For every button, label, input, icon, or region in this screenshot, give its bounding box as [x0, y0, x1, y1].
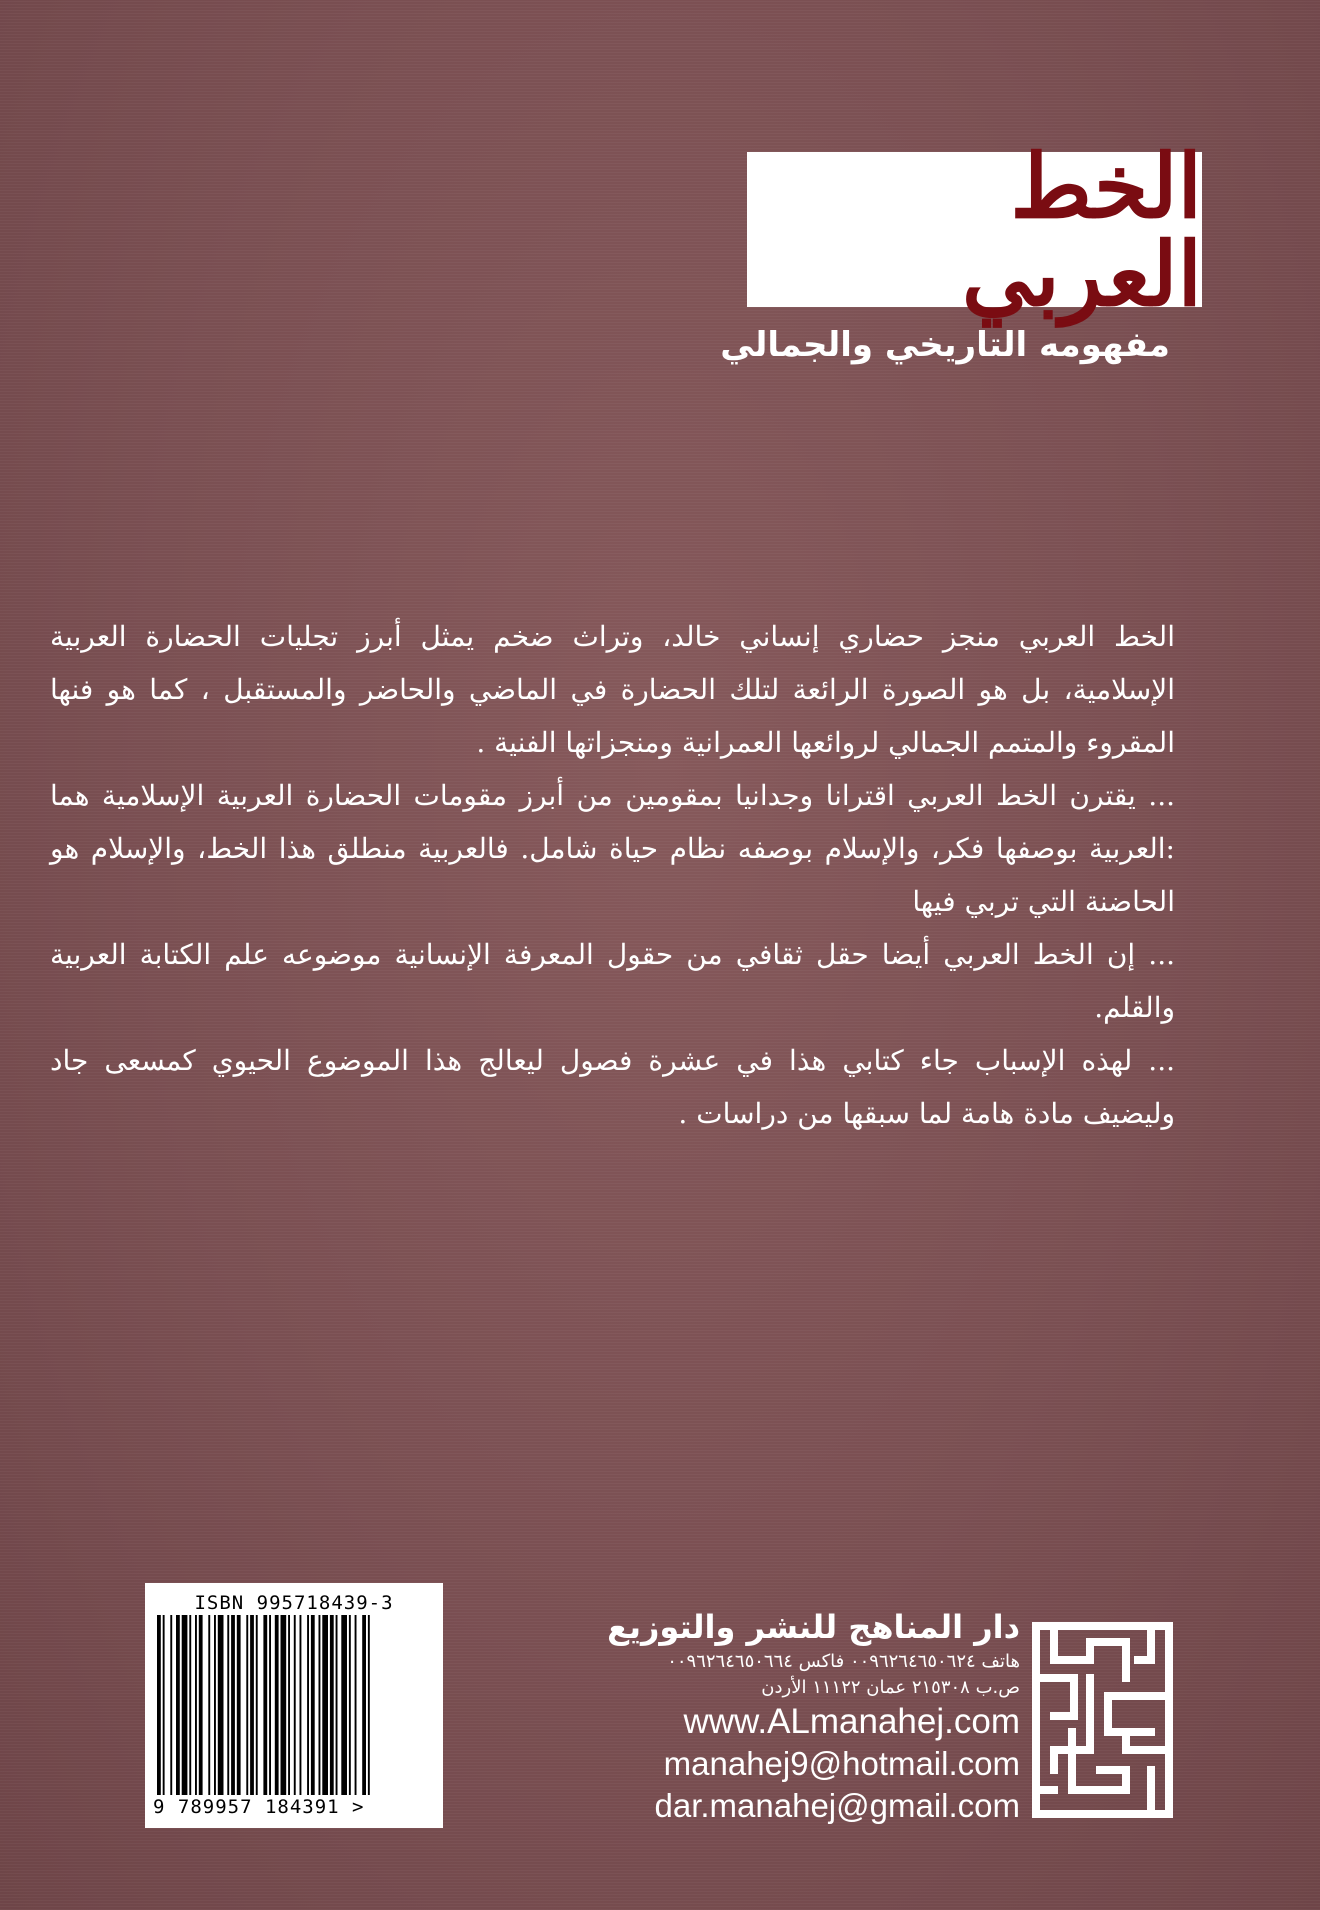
- blurb-paragraph: الخط العربي منجز حضاري إنساني خالد، وتراث ضخم يمثل أبرز تجليات الحضارة العربية الإسلامية، بل هو الصورة الرائعة لتلك الحضارة في الماضي والحاضر والمستقبل ، كما هو فنها المقروء والمتمم الجمالي لروائعها العمرانية ومنجزاتها الفنية .: [50, 620, 1175, 759]
- isbn-label: ISBN 995718439-3: [194, 1592, 394, 1614]
- publisher-info: [460, 1605, 1020, 1827]
- publisher-name: دار المناهج للنشر والتوزيع: [607, 1608, 1020, 1646]
- publisher-email-gmail: dar.manahej@gmail.com: [654, 1787, 1020, 1824]
- barcode-digits: 9 789957 184391 >: [153, 1796, 365, 1818]
- book-subtitle: مفهومه التاريخي والجمالي: [720, 325, 1170, 365]
- isbn-barcode: [145, 1583, 443, 1828]
- publisher-phone: هاتف ٠٠٩٦٢٦٤٦٥٠٦٢٤ فاكس ٠٠٩٦٢٦٤٦٥٠٦٦٤: [667, 1651, 1020, 1672]
- title-box: [747, 133, 1202, 326]
- blurb-paragraph: ... لهذه الإسباب جاء كتابي هذا في عشرة فصول ليعالج هذا الموضوع الحيوي كمسعى جاد وليضيف مادة هامة لما سبقها من دراسات .: [50, 1044, 1175, 1130]
- kufic-square-logo-icon: [1030, 1620, 1175, 1820]
- blurb-paragraph: ... يقترن الخط العربي اقترانا وجدانيا بمقومين من أبرز مقومات الحضارة العربية الإسلامية هما :العربية بوصفها فكر، والإسلام بوصفه نظام حياة شامل. فالعربية منطلق هذا الخط، والإسلام هو الحاضنة التي تربي فيها: [50, 779, 1175, 918]
- barcode-icon: [153, 1615, 435, 1795]
- publisher-address: ص.ب ٢١٥٣٠٨ عمان ١١١٢٢ الأردن: [761, 1677, 1020, 1698]
- book-title: الخط العربي: [961, 133, 1202, 326]
- publisher-email-hotmail: manahej9@hotmail.com: [663, 1745, 1020, 1782]
- publisher-website: www.ALmanahej.com: [683, 1702, 1020, 1741]
- blurb-text: [50, 610, 1175, 1140]
- blurb-paragraph: ... إن الخط العربي أيضا حقل ثقافي من حقول المعرفة الإنسانية موضوعه علم الكتابة العربية والقلم.: [50, 938, 1175, 1024]
